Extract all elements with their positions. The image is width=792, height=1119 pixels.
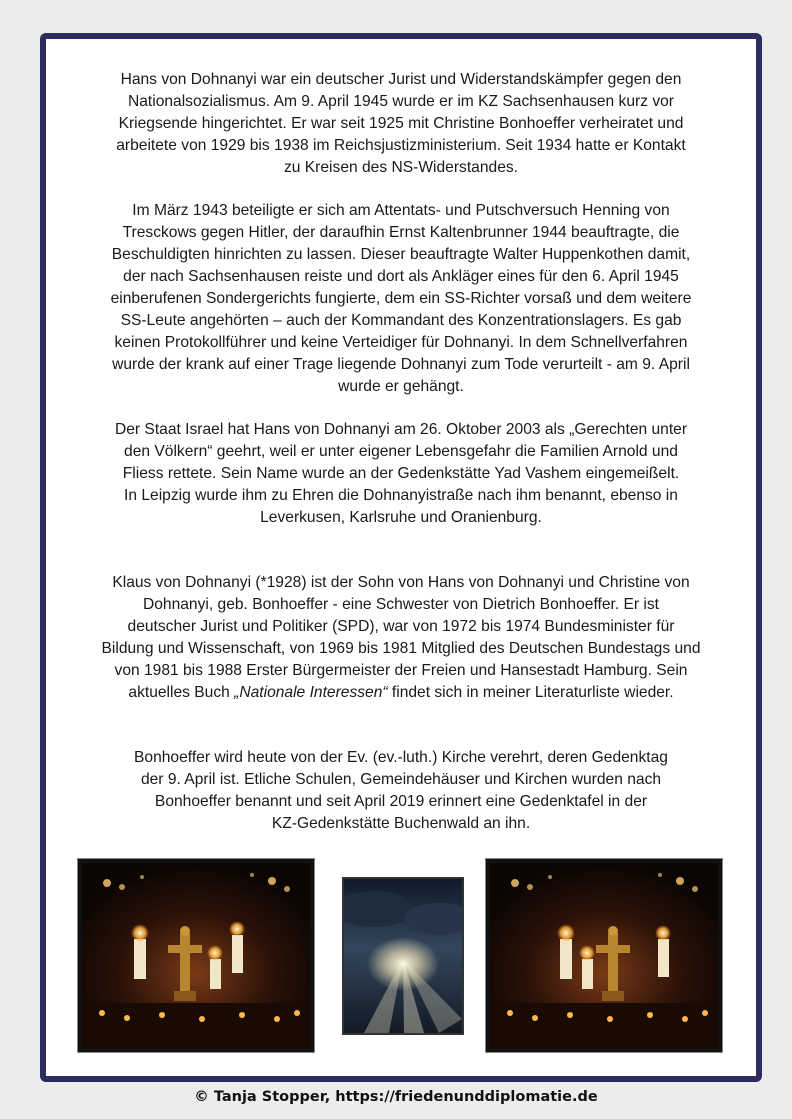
paragraph-bonhoeffer-commemoration xyxy=(76,747,726,835)
text-fragment: aktuelles Buch xyxy=(128,684,235,701)
text-line: Fliess rettete. Sein Name wurde an der Gedenkstätte Yad Vashem eingemeißelt. xyxy=(122,465,680,482)
sky-light-rays-photo xyxy=(342,877,464,1035)
text-line: SS-Leute angehörten – auch der Kommandant des Konzentrationslagers. Es gab xyxy=(120,312,682,329)
book-title: „Nationale Interessen“ xyxy=(234,684,388,701)
paragraph-klaus-dohnanyi xyxy=(76,572,726,704)
paragraph-putsch-and-trial xyxy=(76,200,726,398)
text-line: Kriegsende hingerichtet. Er war seit 1925 mit Christine Bonhoeffer verheiratet und xyxy=(118,115,684,132)
text-line: Dohnanyi, geb. Bonhoeffer - eine Schwester von Dietrich Bonhoeffer. Er ist xyxy=(142,596,660,613)
text-line: KZ-Gedenkstätte Buchenwald an ihn. xyxy=(271,815,531,832)
candles-crucifix-image xyxy=(490,863,718,1048)
text-line: wurde er gehängt. xyxy=(338,378,464,395)
text-line: Im März 1943 beteiligte er sich am Attentats- und Putschversuch Henning von xyxy=(132,202,670,219)
text-line: den Völkern“ geehrt, weil er unter eigener Lebensgefahr die Familien Arnold und xyxy=(124,443,678,460)
text-line: In Leipzig wurde ihm zu Ehren die Dohnanyistraße nach ihm benannt, ebenso in xyxy=(124,487,678,504)
candles-crucifix-photo-left xyxy=(78,859,314,1052)
page-frame xyxy=(40,33,762,1082)
text-line: Hans von Dohnanyi war ein deutscher Jurist und Widerstandskämpfer gegen den xyxy=(120,71,682,88)
candles-crucifix-image xyxy=(82,863,310,1048)
text-fragment: findet sich in meiner Literaturliste wieder. xyxy=(387,684,674,701)
paragraph-righteous-among-nations xyxy=(76,419,726,529)
text-line: Tresckows gegen Hitler, der daraufhin Ernst Kaltenbrunner 1944 beauftragte, die xyxy=(122,224,680,241)
copyright-footer: © Tanja Stopper, https://friedenunddiplomatie.de xyxy=(194,1089,598,1105)
sky-light-rays-image xyxy=(344,879,462,1033)
text-line: einberufenen Sondergerichts fungierte, dem ein SS-Richter vorsaß und dem weitere xyxy=(110,290,692,307)
text-line: von 1981 bis 1988 Erster Bürgermeister der Freien und Hansestadt Hamburg. Sein xyxy=(114,662,688,679)
text-line: keinen Protokollführer und keine Verteidiger für Dohnanyi. In dem Schnellverfahren xyxy=(114,334,688,351)
text-line xyxy=(128,684,673,701)
text-line: Bonhoeffer wird heute von der Ev. (ev.-luth.) Kirche verehrt, deren Gedenktag xyxy=(134,749,668,766)
text-line: zu Kreisen des NS-Widerstandes. xyxy=(283,159,518,176)
text-line: Klaus von Dohnanyi (*1928) ist der Sohn von Hans von Dohnanyi und Christine von xyxy=(112,574,690,591)
text-line: Nationalsozialismus. Am 9. April 1945 wurde er im KZ Sachsenhausen kurz vor xyxy=(127,93,675,110)
text-line: wurde der krank auf einer Trage liegende Dohnanyi zum Tode verurteilt - am 9. April xyxy=(112,356,690,373)
text-line: Leverkusen, Karlsruhe und Oranienburg. xyxy=(260,509,542,526)
candles-crucifix-photo-right xyxy=(486,859,722,1052)
text-line: deutscher Jurist und Politiker (SPD), war von 1972 bis 1974 Bundesminister für xyxy=(127,618,675,635)
text-line: Beschuldigten hinrichten zu lassen. Dieser beauftragte Walter Huppenkothen damit, xyxy=(111,246,691,263)
photo-row xyxy=(46,859,756,1059)
text-content xyxy=(76,69,726,835)
text-line: Der Staat Israel hat Hans von Dohnanyi am 26. Oktober 2003 als „Gerechten unter xyxy=(114,421,688,438)
text-line: der 9. April ist. Etliche Schulen, Gemeindehäuser und Kirchen wurden nach xyxy=(140,771,662,788)
text-line: Bildung und Wissenschaft, von 1969 bis 1981 Mitglied des Deutschen Bundestags und xyxy=(101,640,701,657)
paragraph-hans-dohnanyi-biography xyxy=(76,69,726,179)
text-line: der nach Sachsenhausen reiste und dort als Ankläger eines für den 6. April 1945 xyxy=(123,268,679,285)
text-line: Bonhoeffer benannt und seit April 2019 erinnert eine Gedenktafel in der xyxy=(154,793,648,810)
text-line: arbeitete von 1929 bis 1938 im Reichsjustizministerium. Seit 1934 hatte er Kontakt xyxy=(116,137,686,154)
